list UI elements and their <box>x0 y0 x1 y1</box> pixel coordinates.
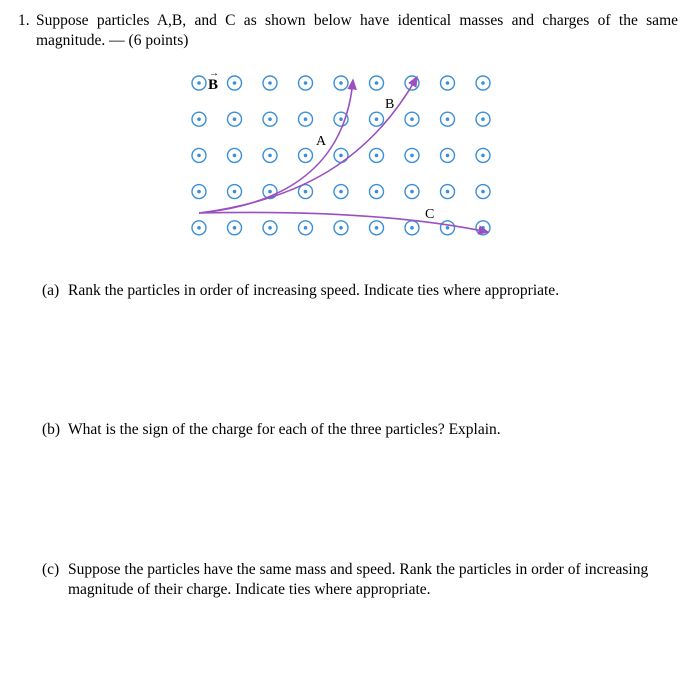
field-symbol-dot <box>339 226 343 230</box>
field-symbol-dot <box>197 81 201 85</box>
field-symbol-dot <box>410 190 414 194</box>
question-number: 1. <box>18 12 30 29</box>
field-symbol-dot <box>375 117 379 121</box>
field-symbol-dot <box>446 190 450 194</box>
vector-arrow: → <box>209 68 219 79</box>
field-symbol-dot <box>197 117 201 121</box>
field-symbol-dot <box>233 81 237 85</box>
field-symbol-dot <box>268 154 272 158</box>
magnetic-field-diagram <box>0 0 696 260</box>
field-symbol-dot <box>268 226 272 230</box>
field-symbol-dot <box>375 154 379 158</box>
field-symbol-dot <box>481 190 485 194</box>
field-symbol-dot <box>197 190 201 194</box>
field-symbol-dot <box>304 154 308 158</box>
part-text: Rank the particles in order of increasing speed. Indicate ties where appropriate. <box>68 282 560 299</box>
label-c: C <box>425 207 435 222</box>
field-symbol-dot <box>446 81 450 85</box>
field-symbol-dot <box>268 190 272 194</box>
field-symbol-dot <box>268 81 272 85</box>
field-symbol-dot <box>339 117 343 121</box>
part-text: Suppose the particles have the same mass and speed. Rank the particles in order of increasing magnitude of their charge. Indicate ties where appropriate. <box>68 561 649 598</box>
field-symbol-dot <box>375 226 379 230</box>
field-symbol-dot <box>233 190 237 194</box>
field-symbol-dot <box>304 190 308 194</box>
field-symbol-dot <box>410 154 414 158</box>
path-a <box>199 80 353 213</box>
field-symbol-dot <box>233 226 237 230</box>
field-symbol-dot <box>481 81 485 85</box>
field-symbol-dot <box>446 117 450 121</box>
field-symbol-dot <box>304 81 308 85</box>
part-text: What is the sign of the charge for each of the three particles? Explain. <box>68 421 501 438</box>
part-label: (c) <box>42 561 60 578</box>
field-symbol-dot <box>197 154 201 158</box>
field-symbol-dot <box>339 190 343 194</box>
field-symbol-dot <box>481 226 485 230</box>
label-a: A <box>316 134 327 149</box>
field-symbol-dot <box>339 81 343 85</box>
field-symbol-dot <box>233 117 237 121</box>
field-symbol-dot <box>268 117 272 121</box>
field-symbol-dot <box>339 154 343 158</box>
question-text: Suppose particles A,B, and C as shown below have identical masses and charges of the same magnitude. — (6 points) <box>36 12 678 49</box>
field-symbol-dot <box>375 190 379 194</box>
field-symbol-dot <box>375 81 379 85</box>
field-symbol-dot <box>410 226 414 230</box>
field-symbol-dot <box>233 154 237 158</box>
field-symbol-dot <box>446 226 450 230</box>
part-b <box>42 420 501 440</box>
part-a <box>42 281 559 301</box>
part-c <box>42 560 682 600</box>
field-out-of-page-symbols <box>192 76 490 235</box>
field-symbol-dot <box>197 226 201 230</box>
field-label: B <box>208 77 219 93</box>
field-symbol-dot <box>304 226 308 230</box>
field-symbol-dot <box>446 154 450 158</box>
field-symbol-dot <box>410 117 414 121</box>
field-symbol-dot <box>481 117 485 121</box>
label-b: B <box>385 97 395 112</box>
part-label: (b) <box>42 421 61 438</box>
field-symbol-dot <box>481 154 485 158</box>
part-label: (a) <box>42 282 60 299</box>
field-symbol-dot <box>304 117 308 121</box>
path-c <box>199 212 488 232</box>
